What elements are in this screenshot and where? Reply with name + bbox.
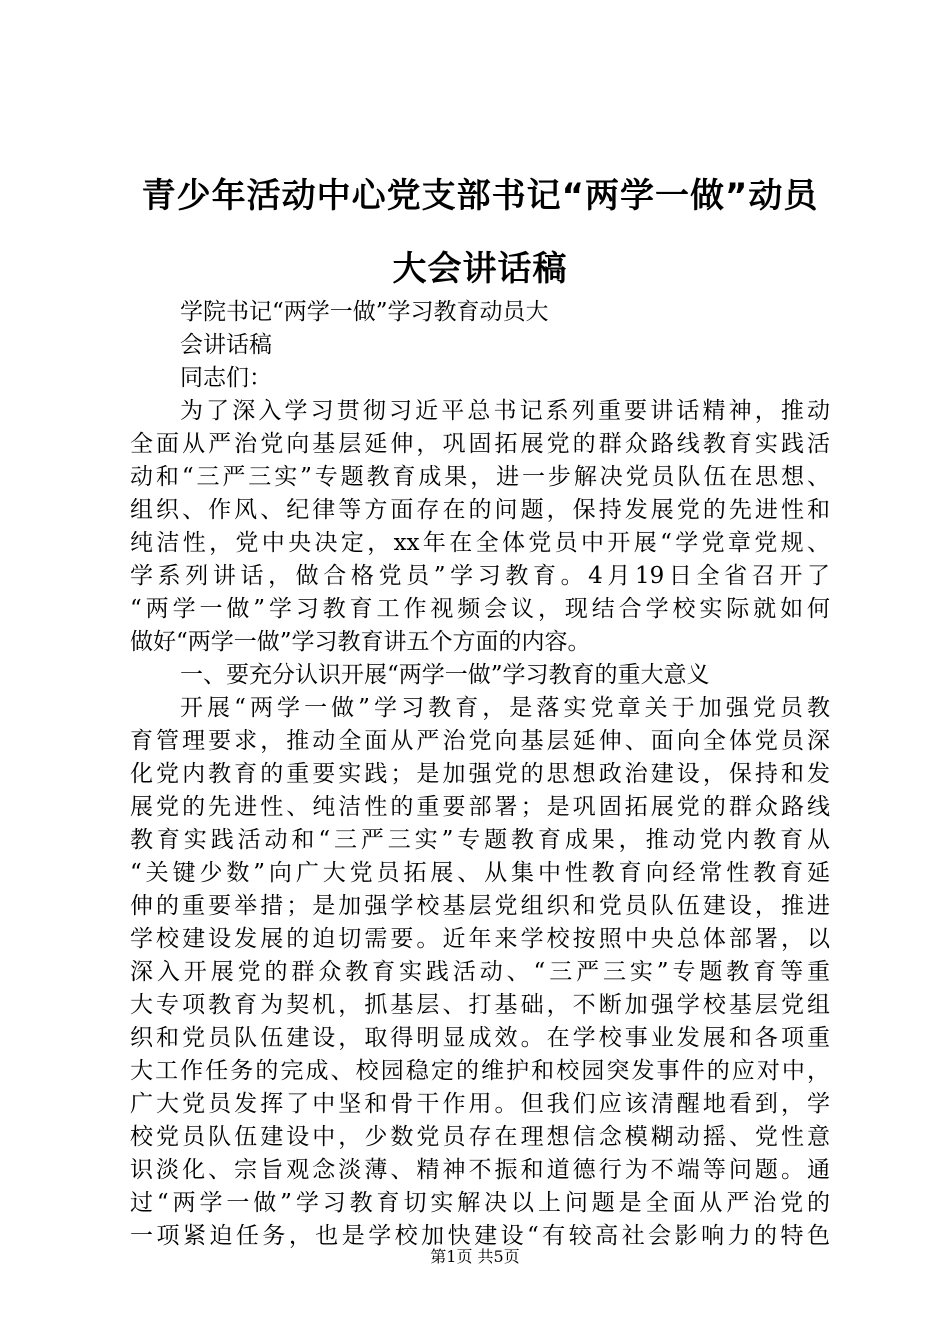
paragraph-line: 广大党员发挥了中坚和骨干作用。但我们应该清醒地看到，学 <box>130 1091 830 1117</box>
paragraph-line: 化党内教育的重要实践；是加强党的思想政治建设，保持和发 <box>130 761 830 787</box>
paragraph-line: 识淡化、宗旨观念淡薄、精神不振和道德行为不端等问题。通 <box>130 1157 830 1183</box>
paragraph-line: 展党的先进性、纯洁性的重要部署；是巩固拓展党的群众路线 <box>130 794 830 820</box>
paragraph-line: 织和党员队伍建设，取得明显成效。在学校事业发展和各项重 <box>130 1025 830 1051</box>
page-number: 第1页 共5页 <box>430 1247 520 1266</box>
paragraph-line: 大工作任务的完成、校园稳定的维护和校园突发事件的应对中， <box>130 1058 830 1084</box>
title-line-1: 青少年活动中心党支部书记“两学一做”动员 <box>141 176 819 216</box>
paragraph-line: 动和“三严三实”专题教育成果，进一步解决党员队伍在思想、 <box>130 464 830 490</box>
section-heading: 一、要充分认识开展“两学一做”学习教育的重大意义 <box>180 662 710 688</box>
salutation: 同志们： <box>180 365 272 391</box>
paragraph-line: 一项紧迫任务，也是学校加快建设“有较高社会影响力的特色 <box>130 1223 830 1249</box>
paragraph-line: 校党员队伍建设中，少数党员存在理想信念模糊动摇、党性意 <box>130 1124 830 1150</box>
paragraph-line: 教育实践活动和“三严三实”专题教育成果，推动党内教育从 <box>130 827 830 853</box>
paragraph-line: 大专项教育为契机，抓基层、打基础，不断加强学校基层党组 <box>130 992 830 1018</box>
paragraph-line: “关键少数”向广大党员拓展、从集中性教育向经常性教育延 <box>130 860 830 886</box>
paragraph-line: 深入开展党的群众教育实践活动、“三严三实”专题教育等重 <box>130 959 830 985</box>
paragraph-line: 伸的重要举措；是加强学校基层党组织和党员队伍建设，推进 <box>130 893 830 919</box>
title-line-2: 大会讲话稿 <box>392 249 568 289</box>
document-body <box>130 296 830 1253</box>
paragraph-line: 全面从严治党向基层延伸，巩固拓展党的群众路线教育实践活 <box>130 431 830 457</box>
paragraph-line: 学校建设发展的迫切需要。近年来学校按照中央总体部署，以 <box>130 926 830 952</box>
paragraph-line: “两学一做”学习教育工作视频会议，现结合学校实际就如何 <box>130 596 830 622</box>
subtitle-line: 会讲话稿 <box>180 332 272 358</box>
page-footer <box>0 1244 950 1267</box>
document-title <box>110 160 850 306</box>
paragraph-line: 学系列讲话，做合格党员”学习教育。4月19日全省召开了 <box>130 563 830 589</box>
paragraph-line: 育管理要求，推动全面从严治党向基层延伸、面向全体党员深 <box>130 728 830 754</box>
paragraph-line: 为了深入学习贯彻习近平总书记系列重要讲话精神，推动 <box>180 398 830 424</box>
paragraph-line: 组织、作风、纪律等方面存在的问题，保持发展党的先进性和 <box>130 497 830 523</box>
paragraph-line: 过“两学一做”学习教育切实解决以上问题是全面从严治党的 <box>130 1190 830 1216</box>
paragraph-line: 做好“两学一做”学习教育讲五个方面的内容。 <box>130 629 591 655</box>
subtitle-line: 学院书记“两学一做”学习教育动员大 <box>180 299 549 325</box>
paragraph-line: 纯洁性，党中央决定，xx年在全体党员中开展“学党章党规、 <box>130 530 830 556</box>
paragraph-line: 开展“两学一做”学习教育，是落实党章关于加强党员教 <box>180 695 830 721</box>
